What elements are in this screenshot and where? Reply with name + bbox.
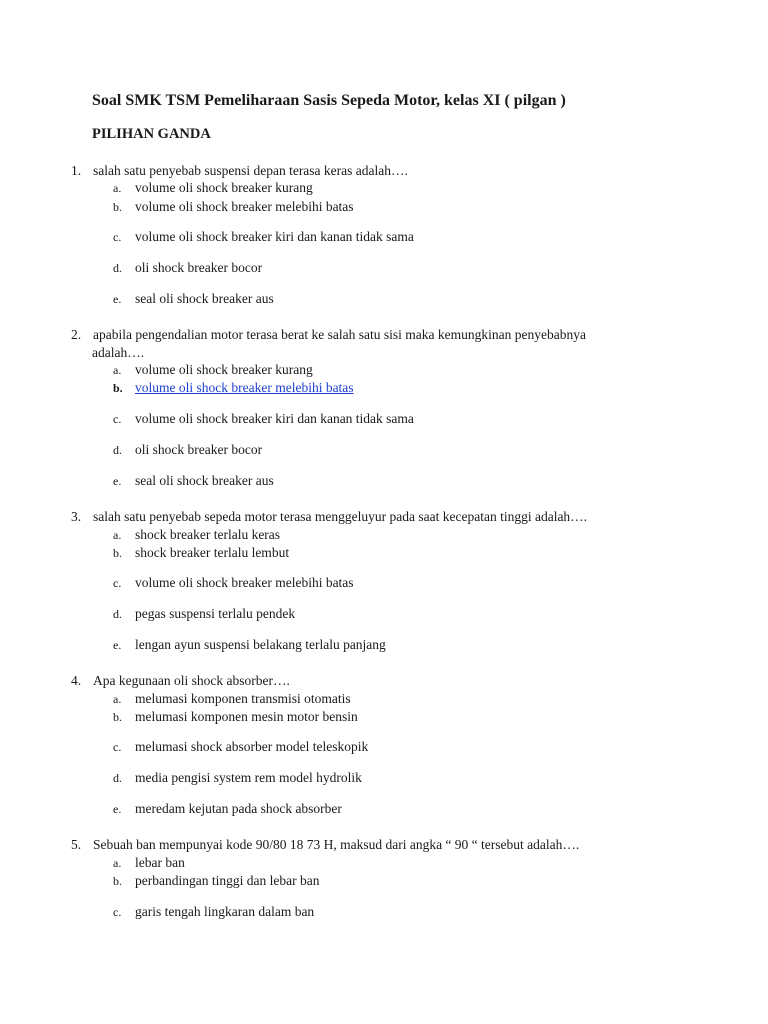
- option-a: a. shock breaker terlalu keras: [113, 527, 281, 542]
- question-body: Apa kegunaan oli shock absorber….: [93, 673, 290, 688]
- section-heading: PILIHAN GANDA: [92, 126, 211, 142]
- question-text: [71, 327, 586, 343]
- option-c: c. volume oli shock breaker kiri dan kanan tidak sama: [113, 229, 414, 244]
- question-body: salah satu penyebab sepeda motor terasa menggeluyur pada saat kecepatan tinggi adalah….: [93, 509, 588, 524]
- option-b: b. perbandingan tinggi dan lebar ban: [113, 873, 320, 888]
- question-number: 1.: [71, 163, 82, 178]
- option-a: a. melumasi komponen transmisi otomatis: [113, 691, 351, 706]
- option-b-answer-link[interactable]: b. volume oli shock breaker melebihi batas: [113, 380, 354, 395]
- option-e: e. seal oli shock breaker aus: [113, 473, 274, 488]
- option-e: e. lengan ayun suspensi belakang terlalu panjang: [113, 637, 386, 652]
- question-text: [71, 837, 579, 853]
- option-b: b. volume oli shock breaker melebihi batas: [113, 199, 354, 214]
- option-c: c. volume oli shock breaker melebihi batas: [113, 575, 354, 590]
- question-text: [71, 673, 290, 689]
- option-d: d. oli shock breaker bocor: [113, 260, 263, 275]
- question-text: [71, 163, 408, 179]
- option-a: a. volume oli shock breaker kurang: [113, 362, 313, 377]
- option-c: c. garis tengah lingkaran dalam ban: [113, 904, 315, 919]
- question-number: 5.: [71, 837, 82, 852]
- question-number: 2.: [71, 327, 82, 342]
- option-a: a. volume oli shock breaker kurang: [113, 180, 313, 195]
- question-text-continued: adalah….: [92, 345, 145, 360]
- option-d: d. media pengisi system rem model hydrolik: [113, 770, 362, 785]
- option-b: b. melumasi komponen mesin motor bensin: [113, 709, 358, 724]
- option-d: d. oli shock breaker bocor: [113, 442, 263, 457]
- option-e: e. seal oli shock breaker aus: [113, 291, 274, 306]
- question-number: 4.: [71, 673, 82, 688]
- option-c: c. melumasi shock absorber model teleskopik: [113, 739, 369, 754]
- option-e: e. meredam kejutan pada shock absorber: [113, 801, 342, 816]
- question-body: salah satu penyebab suspensi depan terasa keras adalah….: [93, 163, 408, 178]
- question-number: 3.: [71, 509, 82, 524]
- option-c: c. volume oli shock breaker kiri dan kanan tidak sama: [113, 411, 414, 426]
- document-title: Soal SMK TSM Pemeliharaan Sasis Sepeda Motor, kelas XI ( pilgan ): [92, 92, 566, 109]
- question-body: apabila pengendalian motor terasa berat ke salah satu sisi maka kemungkinan penyebabnya: [93, 327, 586, 342]
- question-text: [71, 509, 587, 525]
- option-b: b. shock breaker terlalu lembut: [113, 545, 290, 560]
- question-body: Sebuah ban mempunyai kode 90/80 18 73 H, maksud dari angka “ 90 “ tersebut adalah….: [93, 837, 580, 852]
- option-d: d. pegas suspensi terlalu pendek: [113, 606, 296, 621]
- option-a: a. lebar ban: [113, 855, 185, 870]
